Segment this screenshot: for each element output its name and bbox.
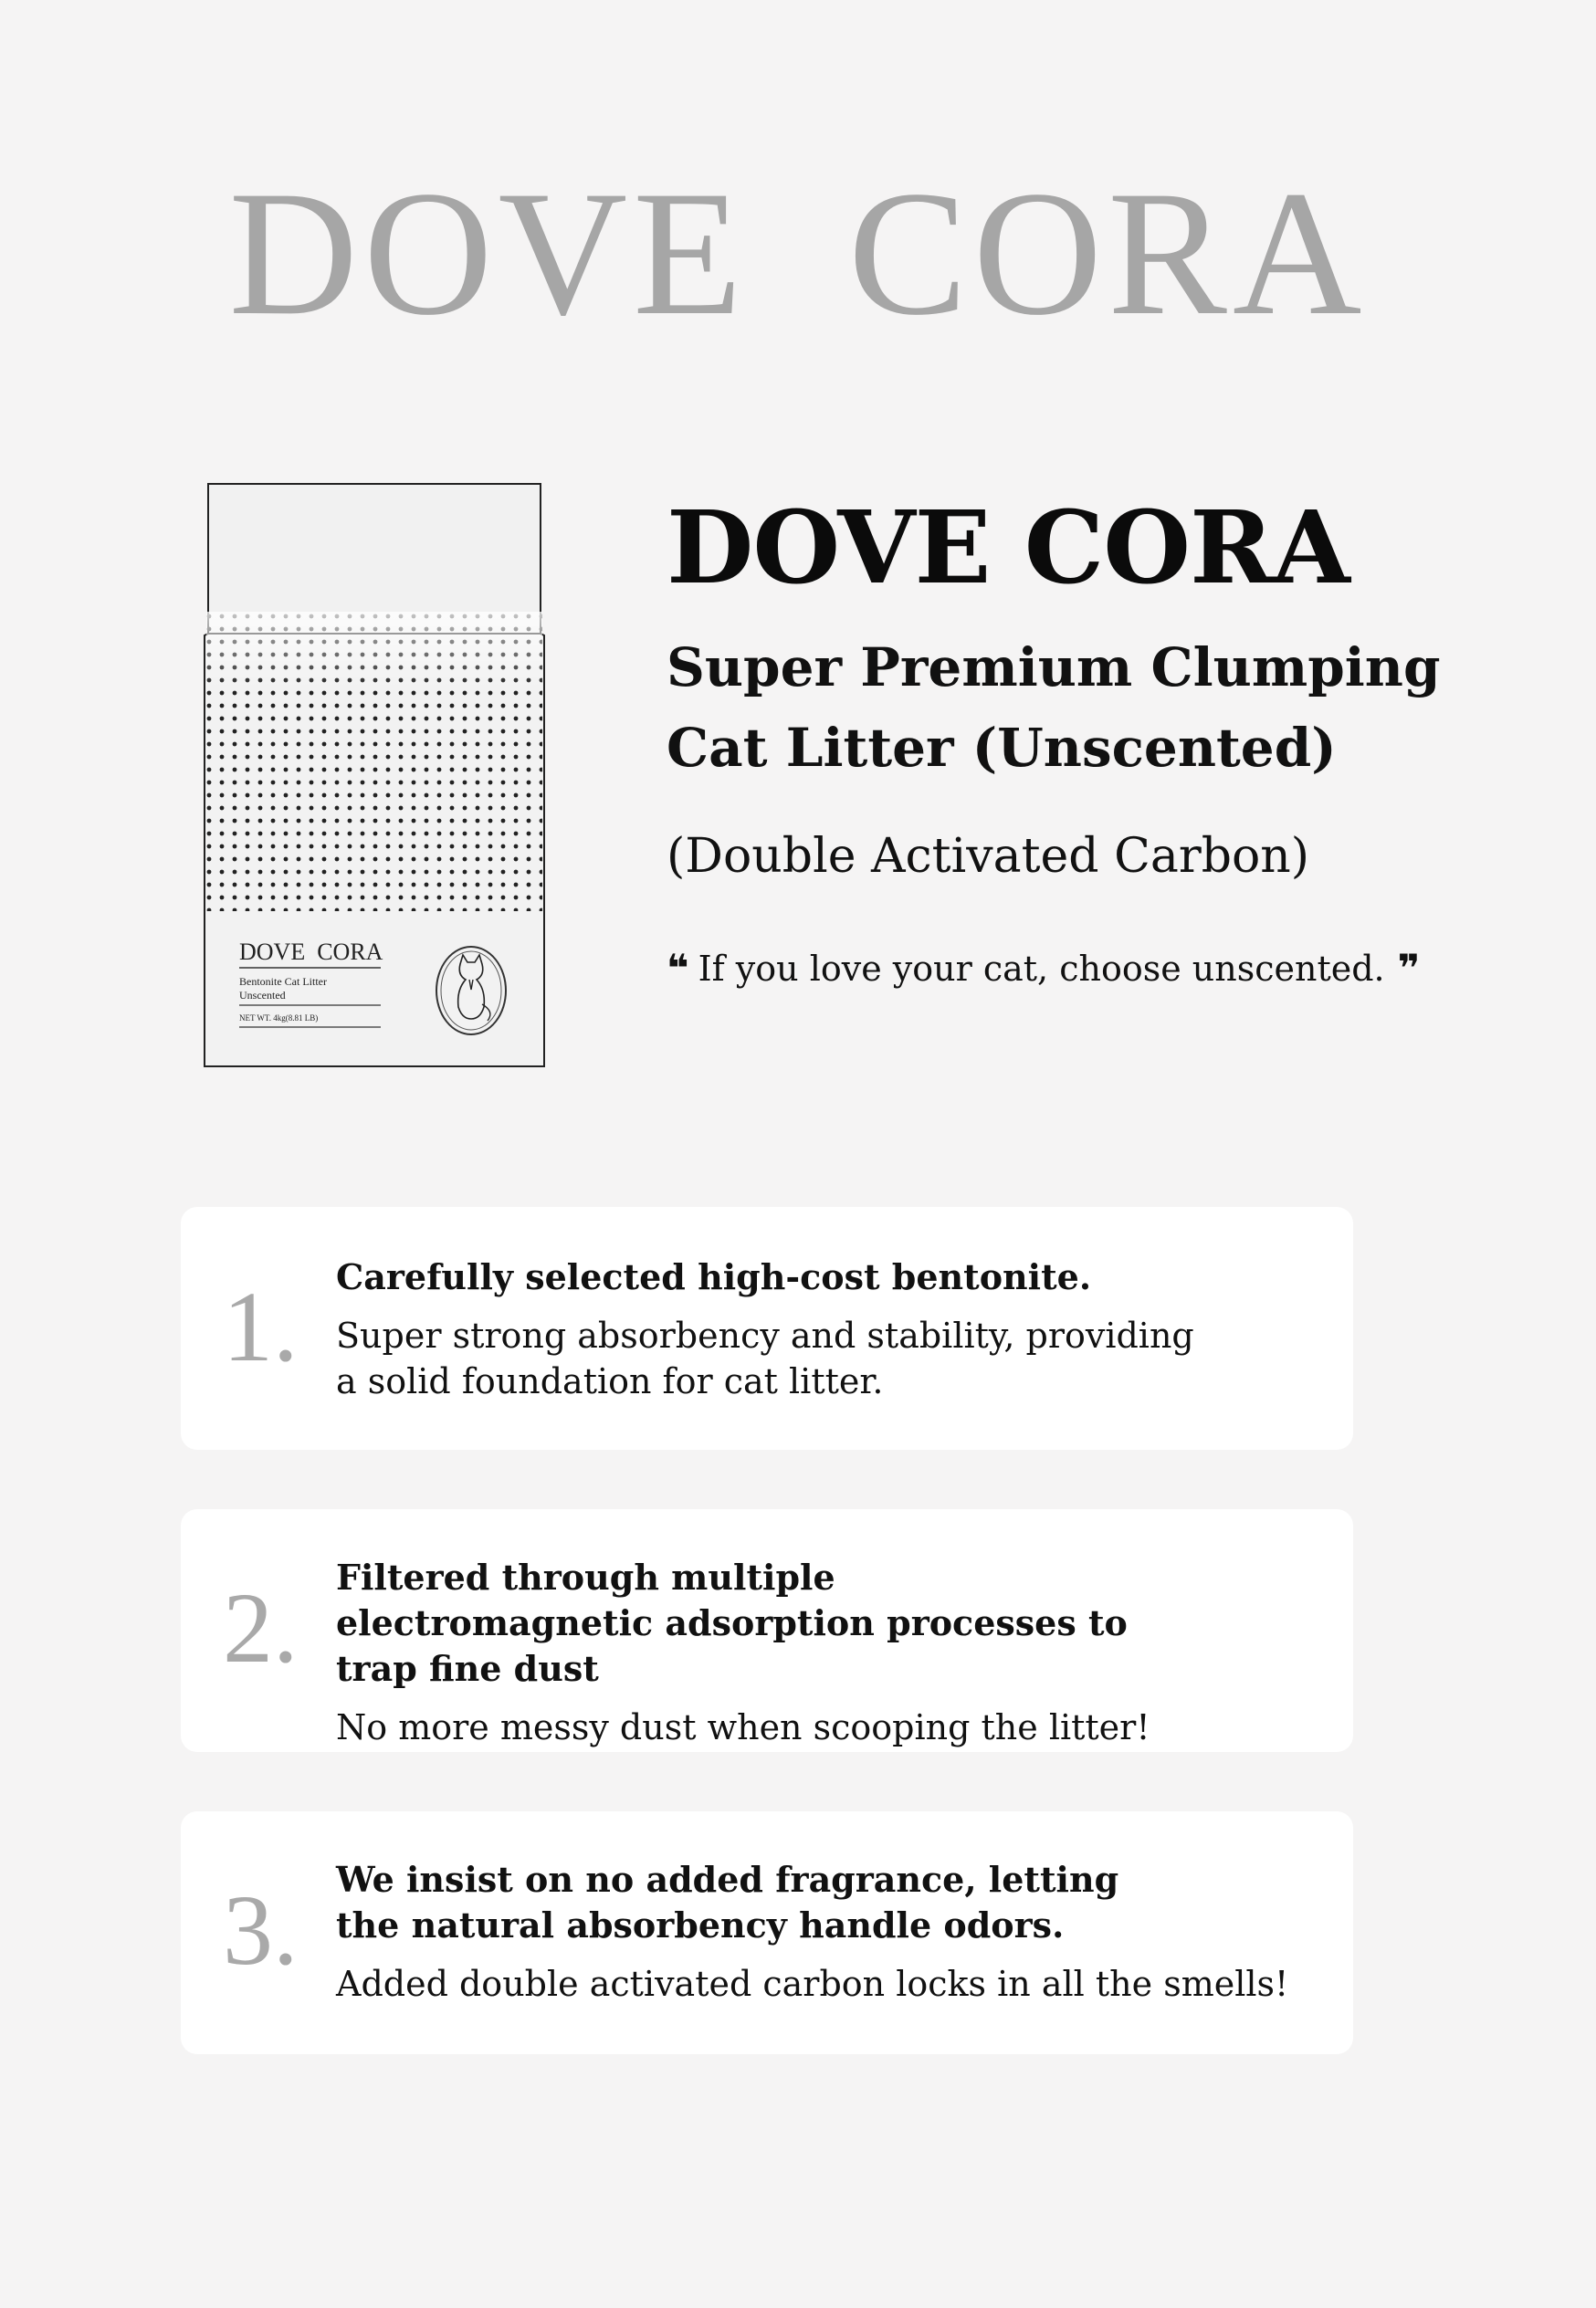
feature-number: 3.: [223, 1874, 299, 1986]
brand-header: DOVE CORA: [228, 154, 1368, 352]
product-name-line1: Super Premium Clumping: [667, 636, 1441, 698]
tagline-text: If you love your cat, choose unscented.: [698, 949, 1385, 990]
quote-open-icon: ❝: [667, 946, 686, 991]
feature-description: No more messy dust when scooping the litter!: [336, 1707, 1150, 1747]
package-line2: Unscented: [239, 989, 286, 1002]
product-brand-title: DOVE CORA: [667, 488, 1349, 606]
product-name: [667, 627, 1534, 788]
product-name-line2: Cat Litter (Unscented): [667, 717, 1337, 779]
feature-title: Carefully selected high-cost bentonite.: [336, 1256, 1092, 1297]
package-line1: Bentonite Cat Litter: [239, 975, 327, 988]
feature-card: [181, 1509, 1353, 1752]
feature-number: 1.: [223, 1271, 299, 1382]
feature-description: Added double activated carbon locks in all the smells!: [336, 1964, 1289, 2004]
tagline: [667, 946, 1534, 991]
feature-title: We insist on no added fragrance, letting the natural absorbency handle odors.: [336, 1859, 1119, 1946]
package-net-weight: NET WT. 4kg(8.81 LB): [239, 1013, 319, 1023]
product-info: [667, 488, 1534, 991]
feature-card: [181, 1207, 1353, 1450]
feature-number: 2.: [223, 1572, 299, 1684]
feature-title: Filtered through multiple electromagnetic adsorption processes to trap fine dust: [336, 1557, 1128, 1689]
feature-text: [336, 1857, 1298, 2007]
feature-description: Super strong absorbency and stability, providing a solid foundation for cat litter.: [336, 1316, 1194, 1401]
feature-card: [181, 1811, 1353, 2054]
product-subtitle: (Double Activated Carbon): [667, 829, 1310, 884]
quote-close-icon: ❞: [1397, 946, 1417, 991]
feature-text: [336, 1254, 1298, 1404]
product-package-image: [203, 482, 546, 1070]
feature-text: [336, 1555, 1298, 1750]
package-brand-text: DOVE CORA: [239, 939, 383, 965]
